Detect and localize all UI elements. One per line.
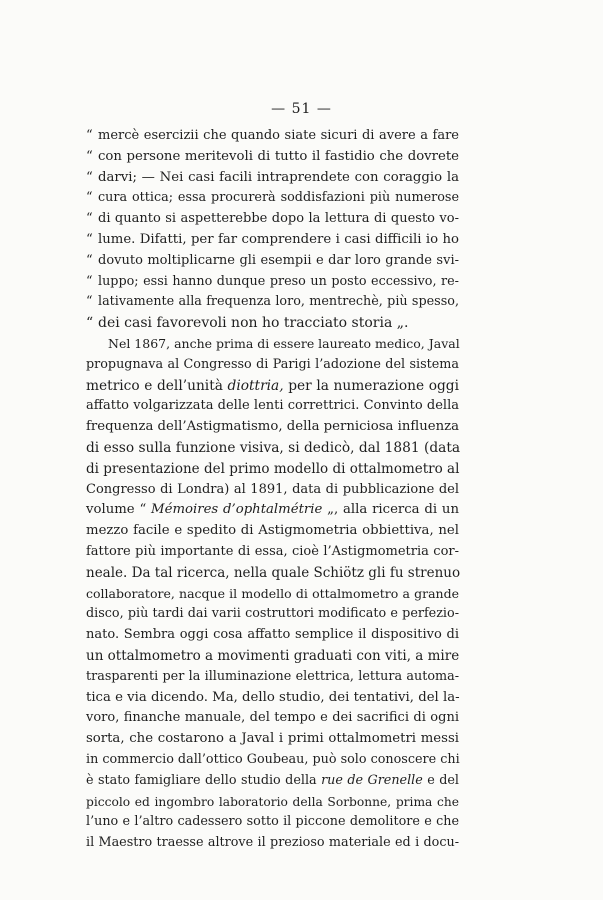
paragraph-line: disco, più tardi dai varii costruttori modificato e perfezio- [86, 606, 459, 622]
quoted-line: “ dei casi favorevoli non ho tracciato storia „. [86, 313, 459, 334]
quoted-line: “ darvi; — Nei casi facili intraprendete con coraggio la [86, 168, 459, 189]
emphasis-street: rue de Grenelle [321, 772, 423, 788]
paragraph-line: neale. Da tal ricerca, nella quale Schiötz gli fu strenuo [86, 564, 461, 581]
paragraph-line: propugnava al Congresso di Parigi l’adozione del sistema [86, 356, 459, 372]
paragraph-line: piccolo ed ingombro laboratorio della Sorbonne, prima che [86, 794, 459, 809]
paragraph-line: sorta, che costarono a Javal i primi ottalmometri messi [86, 731, 459, 747]
paragraph-line: trasparenti per la illuminazione elettrica, lettura automa- [86, 668, 459, 684]
paragraph-line: fattore più importante di essa, cioè l’Astigmometria cor- [86, 543, 459, 559]
emphasis-diottria: diottria, [227, 377, 284, 394]
paragraph-line: in commercio dall’ottico Goubeau, può solo conoscere chi [86, 751, 460, 767]
quote-mark: “ [86, 315, 94, 332]
paragraph-line: tica e via dicendo. Ma, dello studio, dei tentativi, del la- [86, 689, 460, 705]
quoted-line: “ con persone meritevoli di tutto il fastidio che dovrete [86, 147, 459, 168]
quoted-line: “ dovuto moltiplicarne gli esempii e dar loro grande svi- [86, 251, 459, 272]
paragraph-line: Congresso di Londra) al 1891, data di pubblicazione del [86, 481, 459, 497]
quoted-line: “ cura ottica; essa procurerà soddisfazioni più numerose [86, 188, 459, 209]
quote-mark: “ [86, 211, 93, 227]
paragraph-line: voro, finanche manuale, del tempo e dei sacrifici di ogni [86, 710, 459, 726]
paragraph-line: nato. Sembra oggi cosa affatto semplice il dispositivo di [86, 627, 459, 643]
page-number: — 51 — [271, 101, 332, 117]
emphasis-book-title: Mémoires d’ophtalmétrie [151, 502, 323, 518]
paragraph-line: volume “ Mémoires d’ophtalmétrie „, alla ricerca di un [86, 502, 459, 518]
paragraph-line: metrico e dell’unità diottria, per la numerazione oggi [86, 377, 459, 394]
paragraph-line: collaboratore, nacque il modello di ottalmometro a grande [86, 585, 459, 601]
quoted-line: “ luppo; essi hanno dunque preso un posto eccessivo, re- [86, 272, 459, 293]
quote-mark: “ [86, 294, 93, 310]
body-text [86, 126, 459, 854]
quoted-line: “ lume. Difatti, per far comprendere i casi difficili io ho [86, 230, 459, 251]
quote-mark: “ [86, 273, 93, 289]
quoted-line: “ mercè esercizii che quando siate sicuri di avere a fare [86, 126, 459, 147]
quote-mark: “ [86, 169, 93, 185]
paragraph-line: frequenza dell’Astigmatismo, della perniciosa influenza [86, 419, 460, 435]
quote-mark: “ [86, 231, 93, 247]
paragraph-line: il Maestro traesse altrove il prezioso materiale ed i docu- [86, 835, 459, 851]
paragraph-line: l’uno e l’altro cadessero sotto il piccone demolitore e che [86, 814, 459, 830]
paragraph-line: Nel 1867, anche prima di essere laureato medico, Javal [108, 335, 460, 351]
quote-mark: “ [86, 128, 93, 143]
paragraph-line: affatto volgarizzata delle lenti correttrici. Convinto della [86, 398, 459, 414]
quoted-line: “ lativamente alla frequenza loro, mentrechè, più spesso, [86, 292, 459, 313]
quote-mark: “ [86, 148, 93, 164]
quoted-line: “ di quanto si aspetterebbe dopo la lettura di questo vo- [86, 209, 459, 230]
paragraph-line: è stato famigliare dello studio della rue de Grenelle e del [86, 772, 459, 788]
quote-mark: “ [86, 252, 93, 268]
paragraph-line: di esso sulla funzione visiva, si dedicò, dal 1881 (data [86, 439, 461, 456]
quote-mark: “ [86, 190, 93, 206]
paragraph-line: mezzo facile e spedito di Astigmometria obbiettiva, nel [86, 523, 459, 539]
paragraph-line: di presentazione del primo modello di ottalmometro al [86, 460, 460, 477]
paragraph-line: un ottalmometro a movimenti graduati con viti, a mire [86, 647, 460, 664]
